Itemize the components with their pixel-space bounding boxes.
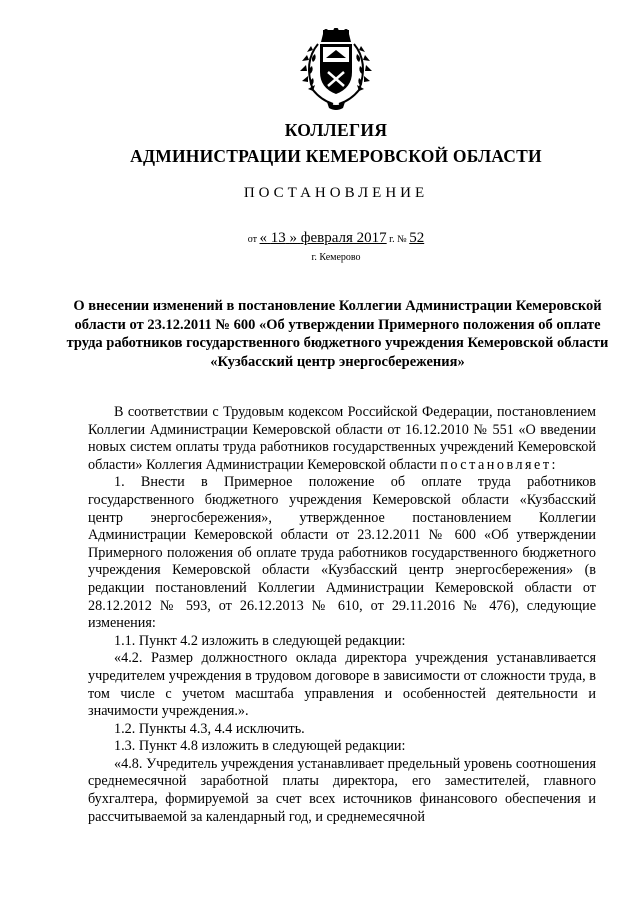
year-suffix: г. [389,234,395,245]
paragraph-1: 1. Внести в Примерное положение об оплате труда работников государственного бюджетного учреждения Кемеровской области «Кузбасский центр энергосбережения», утвержденное постановлением Коллегии Администрации Кемеровской области от 23.12.2011 № 600 «Об утверждении Примерного положения об оплате труда работников государственного бюджетного учреждения Кемеровской области «Кузбасский центр энергосбережения» (в редакции постановлений Коллегии Администрации Кемеровской области от 28.12.2012 № 593, от 26.12.2013 № 610, от 29.11.2016 № 476), следующие изменения: [88,474,596,632]
document-type: ПОСТАНОВЛЕНИЕ [243,185,429,201]
paragraph-1-1: 1.1. Пункт 4.2 изложить в следующей редакции: [114,632,406,649]
date-number-line [0,230,640,247]
document-number: 52 [409,230,425,246]
document-title: О внесении изменений в постановление Коллегии Администрации Кемеровской области от 23.12.2011 № 600 «Об утверждении Примерного положения об оплате труда работников государственного бюджетного учреждения Кемеровской области «Кузбасский центр энергосбережения» [66,298,609,370]
paragraph-1-3: 1.3. Пункт 4.8 изложить в следующей редакции: [114,738,406,755]
from-label: от [247,234,258,245]
date-close-quote: » [289,230,298,246]
paragraph-1-2: 1.2. Пункты 4.3, 4.4 исключить. [114,720,305,737]
document-body [88,404,596,826]
org-name-line2: АДМИНИСТРАЦИИ КЕМЕРОВСКОЙ ОБЛАСТИ [130,146,542,166]
paragraph-preamble [88,404,596,474]
resolves-word: постановляет: [440,456,558,473]
paragraph-4-8: «4.8. Учредитель учреждения устанавливает предельный уровень соотношения среднемесячной заработной платы директора, его заместителей, главного бухгалтера, формируемой за счет всех источников финансового обеспечения и рассчитываемой за календарный год, и среднемесячной [88,755,596,825]
coat-of-arms-emblem [293,28,379,112]
preamble-text: В соответствии с Трудовым кодексом Российской Федерации, постановлением Коллегии Администрации Кемеровской области от 16.12.2010 № 551 «О введении новых систем оплаты труда работников государственных учреждений Кемеровской области» Коллегия Администрации Кемеровской области [88,404,596,473]
org-name-line1: КОЛЛЕГИЯ [284,120,388,140]
date-day: 13 [270,230,286,246]
date-month-year: февраля 2017 [300,230,387,246]
date-open-quote: « [259,230,268,246]
number-label: № [397,234,407,245]
date-value [260,230,387,246]
paragraph-4-2: «4.2. Размер должностного оклада директора учреждения устанавливается учредителем учреждения в трудовом договоре в зависимости от сложности труда, в том числе с учетом масштаба управления и особенностей деятельности и значимости учреждения.». [88,650,596,720]
city: г. Кемерово [311,252,361,263]
